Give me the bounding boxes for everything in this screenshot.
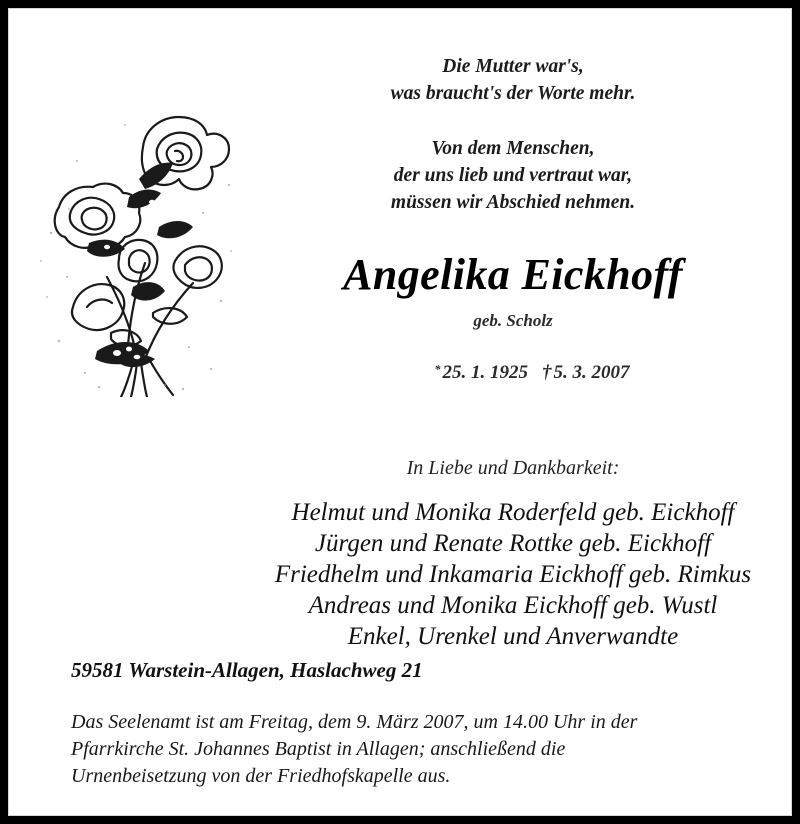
death-cross-icon: †: [542, 362, 552, 383]
verse-secondary-line-3: müssen wir Abschied nehmen.: [390, 192, 636, 213]
notice-content: [245, 53, 781, 652]
survivor-line: Enkel, Urenkel und Anverwandte: [347, 623, 679, 650]
verse-secondary-line-1: Von dem Menschen,: [431, 138, 595, 159]
death-date: 5. 3. 2007: [553, 362, 630, 383]
birth-star-icon: *: [434, 362, 441, 376]
survivor-line: Jürgen und Renate Rottke geb. Eickhoff: [314, 530, 712, 557]
life-dates: [245, 333, 781, 409]
survivor-line: Andreas und Monika Eickhoff geb. Wustl: [308, 592, 718, 619]
notice-page: [8, 8, 792, 816]
rose-bouquet-icon: [33, 101, 243, 397]
service-info-line: Pfarrkirche St. Johannes Baptist in Allagen; anschließend die: [71, 738, 566, 760]
verse-secondary-line-2: der uns lieb und vertraut war,: [393, 165, 633, 186]
service-info: [71, 709, 761, 790]
birth-date: 25. 1. 1925: [442, 362, 528, 383]
survivor-line: Helmut und Monika Roderfeld geb. Eickhoff: [291, 499, 735, 526]
service-info-line: Das Seelenamt ist am Freitag, dem 9. März 2007, um 14.00 Uhr in der: [71, 711, 638, 733]
service-info-line: Urnenbeisetzung von der Friedhofskapelle aus.: [71, 765, 451, 787]
verse-primary: [245, 53, 781, 107]
verse-secondary: [245, 135, 781, 216]
deceased-name: Angelika Eickhoff: [343, 250, 683, 299]
address-line: 59581 Warstein-Allagen, Haslachweg 21: [71, 658, 423, 682]
verse-primary-line-1: Die Mutter war's,: [442, 56, 584, 77]
survivors-list: [245, 497, 781, 652]
survivor-line: Friedhelm und Inkamaria Eickhoff geb. Rimkus: [274, 561, 752, 588]
verse-primary-line-2: was braucht's der Worte mehr.: [390, 83, 636, 104]
dedication-text: In Liebe und Dankbarkeit:: [406, 457, 620, 479]
deceased-maiden-name: geb. Scholz: [473, 311, 553, 330]
